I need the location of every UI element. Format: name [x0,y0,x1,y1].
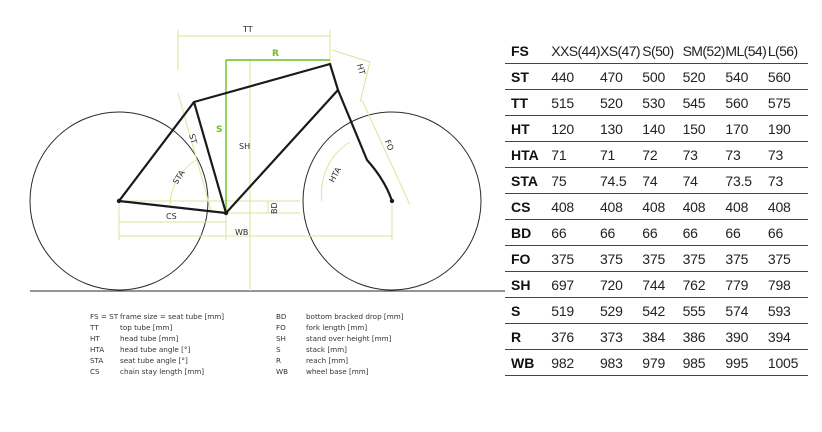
table-row [505,168,808,194]
table-cell: 593 [767,302,791,319]
row-key: FS [511,42,529,59]
table-cell: 574 [725,302,749,319]
bottom-bracket [224,211,228,215]
label-cs: CS [166,212,177,221]
table-cell: 73 [682,146,698,163]
table-cell: 130 [599,120,623,137]
table-cell: 798 [767,276,791,293]
row-key: WB [511,354,535,371]
legend-item [90,366,224,377]
legend-abbr: S [276,345,281,354]
table-cell: 542 [642,302,666,319]
table-cell: 408 [682,198,706,215]
table-cell: 555 [682,302,706,319]
legend-abbr: WB [276,367,289,376]
row-key: STA [511,172,538,189]
table-row [505,298,808,324]
label-fo: FO [382,138,396,152]
label-wb: WB [235,228,249,237]
row-key: SH [511,276,531,293]
table-cell: 530 [642,94,666,111]
table-cell: 720 [599,276,623,293]
bike-geometry-diagram [0,0,505,300]
legend-desc: bottom bracked drop [mm] [306,312,404,321]
size-header: L(56) [767,42,798,59]
table-cell: 373 [599,328,623,345]
legend-desc: frame size = seat tube [mm] [120,312,225,321]
table-cell: 519 [551,302,575,319]
table-row [505,324,808,350]
size-header: XS(47) [599,42,640,59]
table-cell: 73 [767,172,784,189]
label-ht: HT [355,62,367,76]
table-cell: 73.5 [725,172,752,189]
table-row [505,220,808,246]
legend-desc: chain stay length [mm] [120,367,205,376]
table-header-row [505,38,808,64]
table-cell: 170 [725,120,749,137]
table-cell: 375 [642,250,666,267]
table-cell: 75 [551,172,567,189]
legend-item [276,355,404,366]
legend-abbr: TT [90,323,99,332]
table-cell: 66 [642,224,658,241]
legend-item [90,355,224,366]
table-cell: 375 [725,250,749,267]
table-cell: 375 [682,250,706,267]
legend-desc: seat tube angle [°] [120,356,188,365]
legend-desc: stand over height [mm] [306,334,392,343]
legend-desc: top tube [mm] [120,323,173,332]
legend-item [276,333,404,344]
table-cell: 71 [551,146,567,163]
legend-desc: head tube angle [°] [120,345,191,354]
row-key: CS [511,198,531,215]
bike-frame [119,64,392,213]
front-axle [390,199,394,203]
row-key: HT [511,120,530,137]
table-cell: 376 [551,328,575,345]
table-cell: 408 [551,198,575,215]
row-key: FO [511,250,531,267]
table-cell: 71 [599,146,616,163]
table-cell: 408 [767,198,791,215]
label-st: ST [187,132,199,145]
table-cell: 375 [767,250,791,267]
table-cell: 74.5 [599,172,627,189]
table-cell: 744 [642,276,666,293]
table-cell: 74 [642,172,658,189]
legend-desc: stack [mm] [306,345,347,354]
legend-item [90,344,224,355]
table-cell: 394 [767,328,791,345]
table-cell: 545 [682,94,706,111]
label-hta: HTA [327,165,343,184]
legend-item [276,311,404,322]
table-cell: 500 [642,68,666,85]
legend-item [276,322,404,333]
legend-abbr: STA [90,356,104,365]
table-cell: 762 [682,276,706,293]
label-sta: STA [171,168,187,186]
table-cell: 979 [642,354,666,371]
table-cell: 560 [767,68,791,85]
legend-abbr: HT [90,334,100,343]
table-cell: 408 [725,198,749,215]
table-cell: 190 [767,120,791,137]
legend-desc: fork length [mm] [306,323,368,332]
legend-item [276,366,404,377]
legend-desc: wheel base [mm] [306,367,369,376]
size-header: XXS(44) [551,42,600,59]
table-cell: 995 [725,354,749,371]
table-cell: 697 [551,276,575,293]
table-row [505,246,808,272]
legend-item [90,333,224,344]
table-row [505,90,808,116]
legend-column-right [276,311,404,377]
legend-abbr: BD [276,312,287,321]
label-bd: BD [270,202,279,214]
legend-abbr: R [276,356,281,365]
row-key: R [511,328,522,345]
table-cell: 73 [725,146,741,163]
table-cell: 540 [725,68,749,85]
table-cell: 560 [725,94,749,111]
table-cell: 73 [767,146,784,163]
table-cell: 575 [767,94,791,111]
legend-item [90,322,224,333]
label-sh: SH [239,142,251,151]
row-key: BD [511,224,532,241]
label-tt: TT [243,25,253,34]
table-cell: 74 [682,172,698,189]
row-key: TT [511,94,529,111]
table-cell: 72 [642,146,658,163]
table-cell: 375 [551,250,575,267]
legend-desc: head tube [mm] [120,334,179,343]
table-cell: 66 [551,224,567,241]
table-cell: 390 [725,328,749,345]
table-cell: 440 [551,68,575,85]
table-cell: 66 [682,224,698,241]
legend-abbr: FO [276,323,286,332]
row-key: S [511,302,521,319]
size-header: ML(54) [725,42,767,59]
geometry-table [505,38,808,376]
rear-axle [117,199,121,203]
label-r: R [272,49,279,59]
legend-column-left [90,311,224,377]
table-cell: 470 [599,68,623,85]
table-cell: 408 [599,198,623,215]
legend-abbr: HTA [90,345,105,354]
table-cell: 66 [725,224,741,241]
table-cell: 384 [642,328,666,345]
label-s: S [216,125,223,135]
legend-abbr: FS = ST [90,312,119,321]
legend-abbr: CS [90,367,100,376]
table-row [505,272,808,298]
legend-item [90,311,224,322]
legend-abbr: SH [276,334,286,343]
table-cell: 120 [551,120,575,137]
table-cell: 982 [551,354,575,371]
legend-desc: reach [mm] [306,356,349,365]
table-cell: 150 [682,120,706,137]
table-cell: 66 [767,224,784,241]
table-cell: 779 [725,276,749,293]
table-cell: 66 [599,224,616,241]
table-row [505,194,808,220]
table-cell: 520 [599,94,623,111]
table-cell: 515 [551,94,575,111]
stack-reach-lines [226,60,330,213]
table-cell: 529 [599,302,623,319]
row-key: ST [511,68,529,85]
table-row [505,142,808,168]
size-header: SM(52) [682,42,725,59]
table-row [505,350,808,376]
table-cell: 985 [682,354,706,371]
legend-item [276,344,404,355]
table-cell: 375 [599,250,623,267]
size-header: S(50) [642,42,674,59]
table-row [505,116,808,142]
table-cell: 520 [682,68,706,85]
table-cell: 140 [642,120,666,137]
table-cell: 386 [682,328,706,345]
table-row [505,64,808,90]
table-cell: 408 [642,198,666,215]
table-cell: 1005 [767,354,799,371]
row-key: HTA [511,146,539,163]
table-cell: 983 [599,354,623,371]
